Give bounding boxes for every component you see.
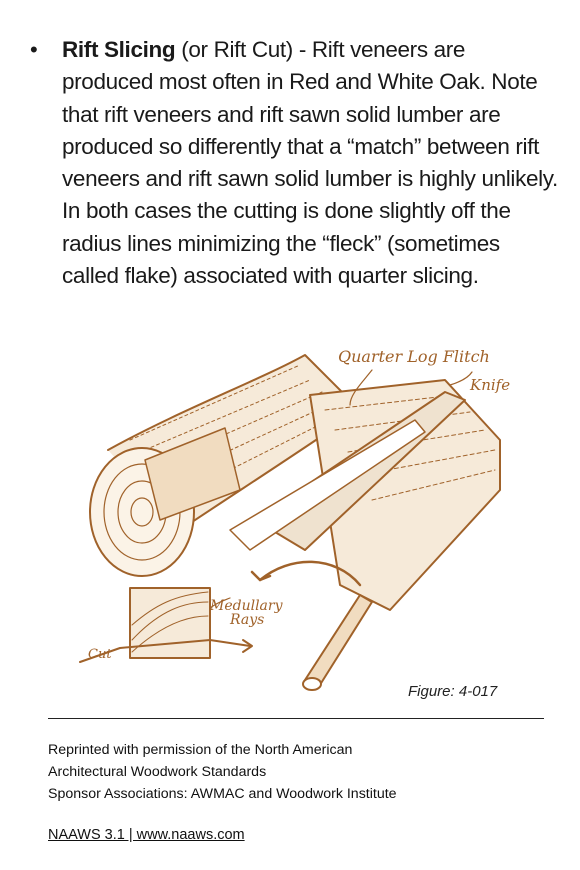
credits-line-1: Reprinted with permission of the North American [48,742,353,758]
label-quarter-log-flitch: Quarter Log Flitch [338,347,490,366]
bullet-marker: • [30,37,38,62]
footer-link[interactable]: NAAWS 3.1 | www.naaws.com [48,827,245,843]
term-rift-slicing: Rift Slicing [62,37,176,62]
bullet-paragraph [30,34,560,292]
rift-slicing-illustration [60,340,530,710]
inset-block [130,588,210,658]
figure-caption: Figure: 4-017 [408,683,498,700]
divider [48,718,544,719]
label-knife: Knife [470,376,511,394]
bullet-body: (or Rift Cut) - Rift veneers are produced most often in Red and White Oak. Note that rift veneers and rift sawn solid lumber are produced so differently that a “match” between rift veneers and rift sawn solid lumber is highly unlikely. In both cases the cutting is done slightly off the radius lines minimizing the “fleck” (sometimes called flake) associated with quarter slicing. [62,37,558,289]
label-cut: Cut [88,647,112,662]
credits-block [48,739,397,805]
label-rays: Rays [230,612,265,628]
label-medullary: Medullary [210,598,283,614]
credits-line-2: Architectural Woodwork Standards [48,764,267,780]
bullet-text [62,34,560,292]
credits-line-3: Sponsor Associations: AWMAC and Woodwork Institute [48,786,397,802]
support-rod [305,595,372,688]
